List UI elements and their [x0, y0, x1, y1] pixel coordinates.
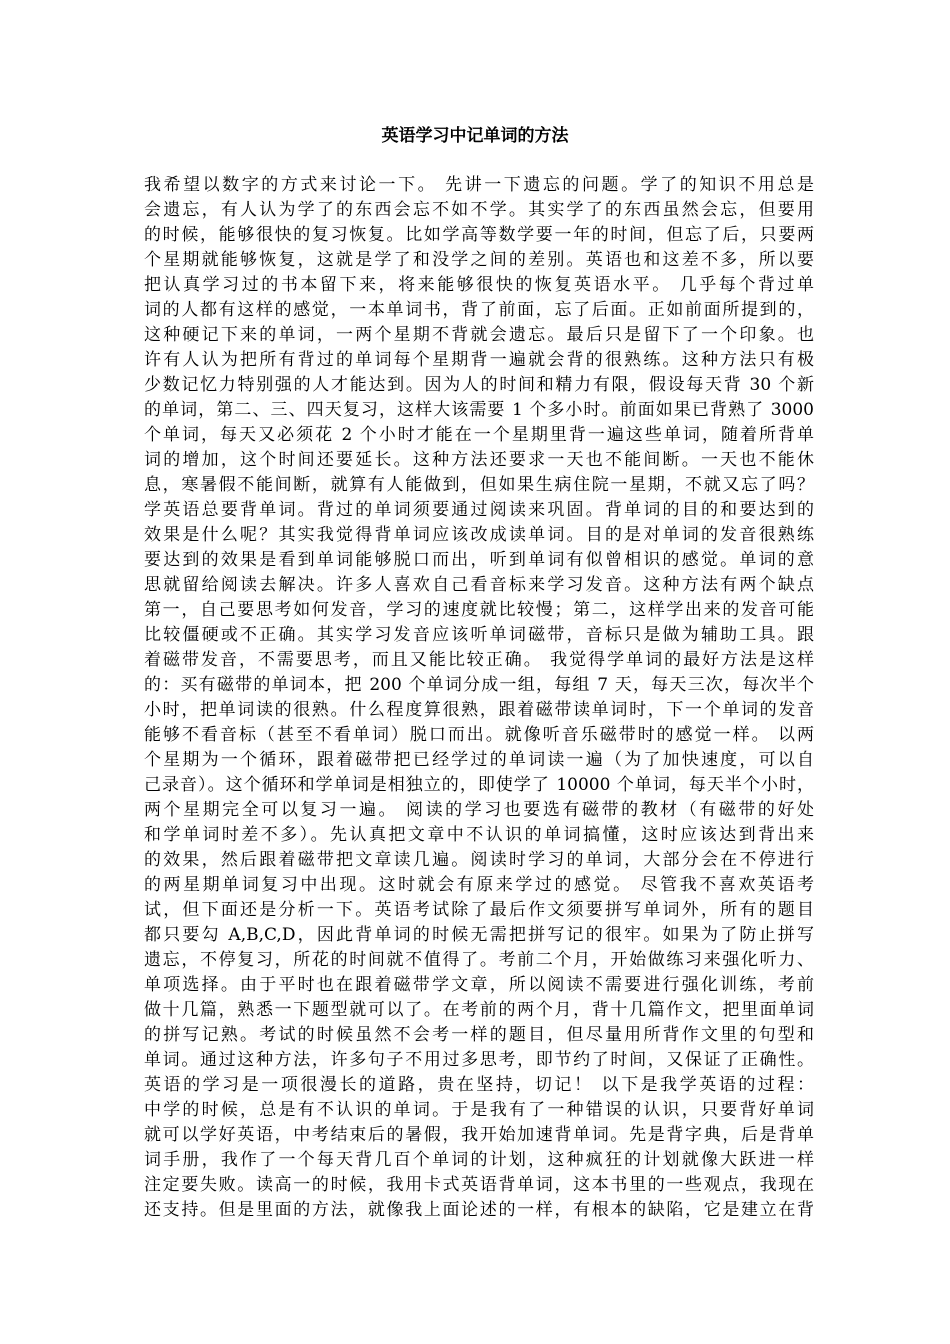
body-line: 还支持。但是里面的方法，就像我上面论述的一样，有根本的缺陷，它是建立在背 [144, 1200, 814, 1220]
body-line: 第一，自己要思考如何发音，学习的速度就比较慢；第二，这样学出来的发音可能 [144, 600, 814, 620]
body-line: 的效果，然后跟着磁带把文章读几遍。阅读时学习的单词，大部分会在不停进行 [144, 850, 814, 870]
document-body [144, 173, 814, 1223]
body-line: 学英语总要背单词。背过的单词须要通过阅读来巩固。背单词的目的和要达到的 [144, 500, 814, 520]
body-line: 的拼写记熟。考试的时候虽然不会考一样的题目，但尽量用所背作文里的句型和 [144, 1025, 814, 1045]
body-line: 我希望以数字的方式来讨论一下。 先讲一下遗忘的问题。学了的知识不用总是 [144, 175, 814, 195]
body-line: 息，寒暑假不能间断，就算有人能做到，但如果生病住院一星期，不就又忘了吗？ [144, 475, 814, 495]
body-line: 己录音）。这个循环和学单词是相独立的，即使学了 10000 个单词，每天半个小时， [144, 775, 814, 795]
body-line: 两个星期完全可以复习一遍。 阅读的学习也要选有磁带的教材（有磁带的好处 [144, 800, 814, 820]
body-line: 思就留给阅读去解决。许多人喜欢自己看音标来学习发音。这种方法有两个缺点 [144, 575, 814, 595]
body-line: 就可以学好英语，中考结束后的暑假，我开始加速背单词。先是背字典，后是背单 [144, 1125, 814, 1145]
body-line: 词的人都有这样的感觉，一本单词书，背了前面，忘了后面。正如前面所提到的， [144, 300, 814, 320]
body-line: 个星期为一个循环，跟着磁带把已经学过的单词读一遍（为了加快速度，可以自 [144, 750, 814, 770]
body-line: 遗忘，不停复习，所花的时间就不值得了。考前二个月，开始做练习来强化听力、 [144, 950, 814, 970]
body-line: 做十几篇，熟悉一下题型就可以了。在考前的两个月，背十几篇作文，把里面单词 [144, 1000, 814, 1020]
body-line: 这种硬记下来的单词，一两个星期不背就会遗忘。最后只是留下了一个印象。也 [144, 325, 814, 345]
body-line: 试，但下面还是分析一下。英语考试除了最后作文须要拼写单词外，所有的题目 [144, 900, 814, 920]
body-line: 的单词，第二、三、四天复习，这样大该需要 1 个多小时。前面如果已背熟了 3000 [144, 400, 814, 420]
body-line: 会遗忘，有人认为学了的东西会忘不如不学。其实学了的东西虽然会忘，但要用 [144, 200, 814, 220]
body-line: 个单词，每天又必须花 2 个小时才能在一个星期里背一遍这些单词，随着所背单 [144, 425, 814, 445]
body-line: 英语的学习是一项很漫长的道路，贵在坚持，切记！ 以下是我学英语的过程： [144, 1075, 814, 1095]
body-line: 的时候，能够很快的复习恢复。比如学高等数学要一年的时间，但忘了后，只要两 [144, 225, 814, 245]
body-line: 效果是什么呢？其实我觉得背单词应该改成读单词。目的是对单词的发音很熟练 [144, 525, 814, 545]
body-line: 的两星期单词复习中出现。这时就会有原来学过的感觉。 尽管我不喜欢英语考 [144, 875, 814, 895]
body-line: 注定要失败。读高一的时候，我用卡式英语背单词，这本书里的一些观点，我现在 [144, 1175, 814, 1195]
body-line: 能够不看音标（甚至不看单词）脱口而出。就像听音乐磁带时的感觉一样。 以两 [144, 725, 814, 745]
document-title: 英语学习中记单词的方法 [381, 126, 569, 146]
body-line: 许有人认为把所有背过的单词每个星期背一遍就会背的很熟练。这种方法只有极 [144, 350, 814, 370]
body-line: 把认真学习过的书本留下来，将来能够很快的恢复英语水平。 几乎每个背过单 [144, 275, 814, 295]
body-line: 个星期就能够恢复，这就是学了和没学之间的差别。英语也和这差不多，所以要 [144, 250, 814, 270]
body-line: 少数记忆力特别强的人才能达到。因为人的时间和精力有限，假设每天背 30 个新 [144, 375, 814, 395]
body-line: 着磁带发音，不需要思考，而且又能比较正确。 我觉得学单词的最好方法是这样 [144, 650, 814, 670]
body-line: 都只要勾 A,B,C,D，因此背单词的时候无需把拼写记的很牢。如果为了防止拼写 [144, 925, 814, 945]
body-line: 单项选择。由于平时也在跟着磁带学文章，所以阅读不需要进行强化训练，考前 [144, 975, 814, 995]
body-line: 要达到的效果是看到单词能够脱口而出，听到单词有似曾相识的感觉。单词的意 [144, 550, 814, 570]
body-line: 词手册，我作了一个每天背几百个单词的计划，这种疯狂的计划就像大跃进一样 [144, 1150, 814, 1170]
body-line: 中学的时候，总是有不认识的单词。于是我有了一种错误的认识，只要背好单词 [144, 1100, 814, 1120]
body-line: 和学单词时差不多）。先认真把文章中不认识的单词搞懂，这时应该达到背出来 [144, 825, 814, 845]
body-line: 比较僵硬或不正确。其实学习发音应该听单词磁带，音标只是做为辅助工具。跟 [144, 625, 814, 645]
body-line: 小时，把单词读的很熟。什么程度算很熟，跟着磁带读单词时，下一个单词的发音 [144, 700, 814, 720]
body-line: 词的增加，这个时间还要延长。这种方法还要求一天也不能间断。一天也不能休 [144, 450, 814, 470]
body-line: 的：买有磁带的单词本，把 200 个单词分成一组，每组 7 天，每天三次，每次半个 [144, 675, 814, 695]
body-line: 单词。通过这种方法，许多句子不用过多思考，即节约了时间，又保证了正确性。 [144, 1050, 814, 1070]
